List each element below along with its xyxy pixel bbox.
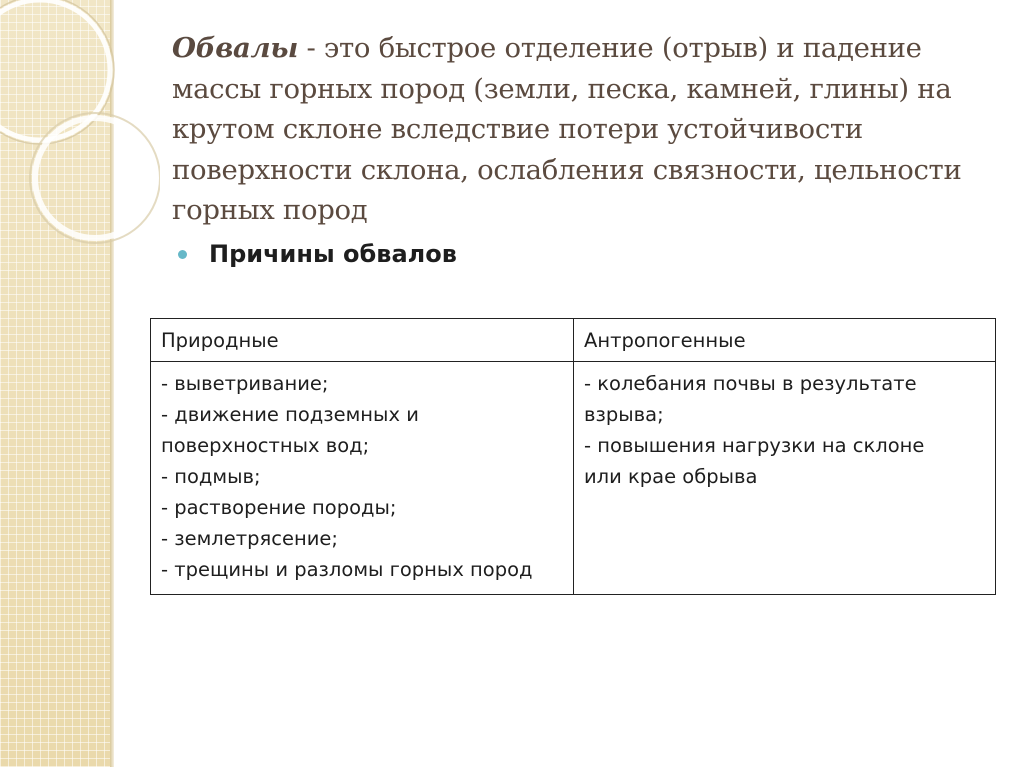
decorative-rings xyxy=(0,0,160,300)
header-anthropogenic: Антропогенные xyxy=(574,319,996,362)
lower-ring xyxy=(35,118,155,238)
upper-ring-shadow xyxy=(0,0,114,144)
list-item: или крае обрыва xyxy=(584,465,758,488)
list-item: поверхностных вод; xyxy=(161,434,370,457)
definition-body: - это быстрое отделение (отрыв) и падение массы горных пород (земли, песка, камней, глины) на крутом склоне вследствие потери устойчивости поверхности склона, ослабления связности, цельности горных пород xyxy=(172,32,962,226)
list-item: - повышения нагрузки на склоне xyxy=(584,434,925,457)
bullet-heading: Причины обвалов xyxy=(209,240,457,268)
list-item: - растворение породы; xyxy=(161,496,397,519)
header-natural: Природные xyxy=(151,319,574,362)
anthropogenic-causes-cell xyxy=(574,362,996,595)
bullet-dot-icon xyxy=(178,250,187,259)
bullet-item xyxy=(178,240,457,268)
table-header-row xyxy=(151,319,996,362)
definition-term: Обвалы xyxy=(172,32,299,64)
natural-causes-cell xyxy=(151,362,574,595)
list-item: - выветривание; xyxy=(161,372,329,395)
causes-table xyxy=(150,318,996,595)
list-item: взрыва; xyxy=(584,403,664,426)
definition-paragraph xyxy=(172,28,992,231)
table-row xyxy=(151,362,996,595)
lower-ring-shadow xyxy=(30,113,160,243)
list-item: - трещины и разломы горных пород xyxy=(161,558,533,581)
list-item: - подмыв; xyxy=(161,465,261,488)
list-item: - движение подземных и xyxy=(161,403,419,426)
list-item: - землетрясение; xyxy=(161,527,338,550)
list-item: - колебания почвы в результате xyxy=(584,372,917,395)
